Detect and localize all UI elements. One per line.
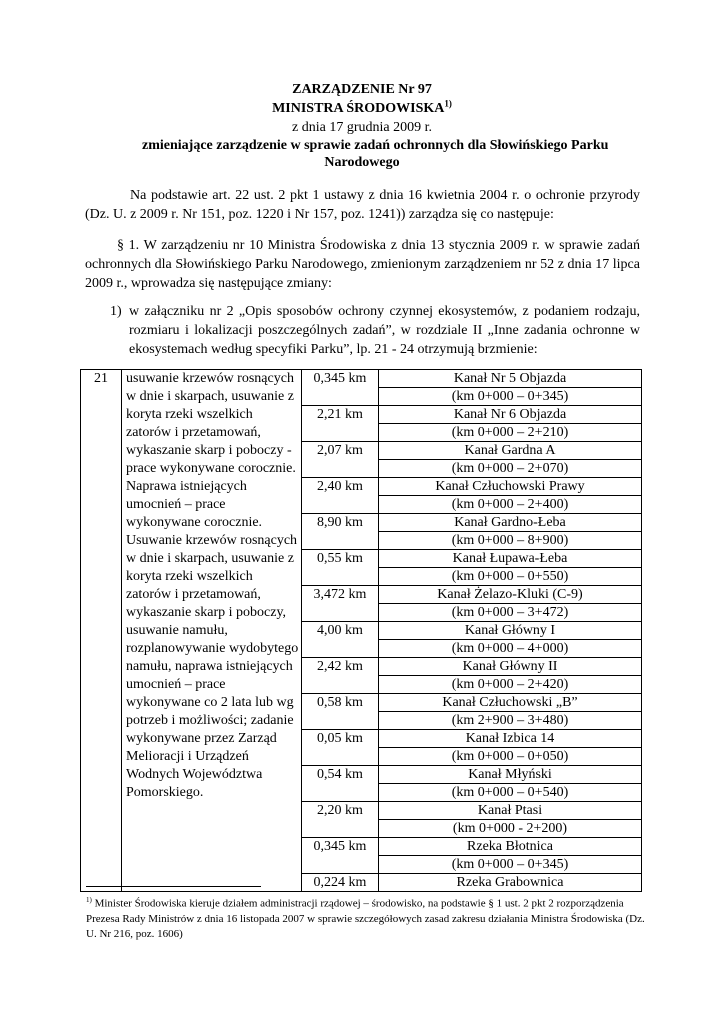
document-subject-line1: zmieniające zarządzenie w sprawie zadań ochronnych dla Słowińskiego Parku: [142, 138, 609, 153]
channel-range-cell: (km 0+000 - 2+200): [379, 820, 642, 838]
length-cell: 0,54 km: [302, 766, 379, 802]
length-cell: 0,345 km: [302, 838, 379, 874]
channel-name-cell: Kanał Główny I: [379, 622, 642, 640]
tasks-table-body: [81, 370, 642, 892]
length-cell: 2,40 km: [302, 478, 379, 514]
channel-range-cell: (km 0+000 – 0+550): [379, 568, 642, 586]
channel-name-cell: Kanał Młyński: [379, 766, 642, 784]
document-title: ZARZĄDZENIE Nr 97: [292, 82, 432, 97]
channel-name-cell: Kanał Ptasi: [379, 802, 642, 820]
list-item-number: 1): [110, 304, 122, 319]
tasks-table: [80, 369, 642, 892]
row-number-cell: 21: [81, 370, 122, 892]
channel-name-cell: Kanał Nr 6 Objazda: [379, 406, 642, 424]
channel-name-cell: Kanał Izbica 14: [379, 730, 642, 748]
document-date: z dnia 17 grudnia 2009 r.: [292, 120, 432, 135]
channel-range-cell: (km 0+000 – 0+050): [379, 748, 642, 766]
channel-range-cell: (km 0+000 – 0+345): [379, 388, 642, 406]
length-cell: 0,55 km: [302, 550, 379, 586]
channel-range-cell: (km 0+000 – 4+000): [379, 640, 642, 658]
channel-range-cell: (km 0+000 – 3+472): [379, 604, 642, 622]
footnote-ref: 1): [444, 98, 452, 109]
length-cell: 2,07 km: [302, 442, 379, 478]
channel-name-cell: Rzeka Grabownica: [379, 874, 642, 892]
length-cell: 0,58 km: [302, 694, 379, 730]
document-subject-line2: Narodowego: [324, 155, 400, 170]
channel-range-cell: (km 0+000 – 8+900): [379, 532, 642, 550]
footnote: [86, 893, 646, 942]
issuer-title: [0, 98, 724, 117]
channel-range-cell: (km 0+000 – 0+540): [379, 784, 642, 802]
length-cell: 3,472 km: [302, 586, 379, 622]
channel-range-cell: (km 0+000 – 0+345): [379, 856, 642, 874]
channel-name-cell: Kanał Łupawa-Łeba: [379, 550, 642, 568]
channel-name-cell: Kanał Główny II: [379, 658, 642, 676]
section-1-paragraph: § 1. W zarządzeniu nr 10 Ministra Środowiska z dnia 13 stycznia 2009 r. w sprawie zadań ochronnych dla Słowińskiego Parku Narodowego, zmienionym zarządzeniem nr 52 z dnia 17 lipca 2009 r., wprowadza się następujące zmiany:: [85, 238, 640, 291]
channel-range-cell: (km 2+900 – 3+480): [379, 712, 642, 730]
channel-name-cell: Kanał Gardna A: [379, 442, 642, 460]
channel-range-cell: (km 0+000 – 2+070): [379, 460, 642, 478]
channel-name-cell: Kanał Gardno-Łeba: [379, 514, 642, 532]
task-description-cell: usuwanie krzewów rosnących w dnie i skarpach, usuwanie z koryta rzeki wszelkich zatorów i przetamowań, wykaszanie skarp i poboczy - prace wykonywane corocznie. Naprawa istniejących umocnień – prace wykonywane corocznie. Usuwanie krzewów rosnących w dnie i skarpach, usuwanie z koryta rzeki wszelkich zatorów i przetamowań, wykaszanie skarp i poboczy, usuwanie namułu, rozplanowywanie wydobytego namułu, naprawa istniejących umocnień – prace wykonywane co 2 lata lub wg potrzeb i możliwości; zadanie wykonywane przez Zarząd Melioracji i Urządzeń Wodnych Województwa Pomorskiego.: [122, 370, 302, 892]
length-cell: 2,42 km: [302, 658, 379, 694]
channel-name-cell: Rzeka Błotnica: [379, 838, 642, 856]
length-cell: 2,20 km: [302, 802, 379, 838]
channel-name-cell: Kanał Człuchowski „B”: [379, 694, 642, 712]
channel-name-cell: Kanał Człuchowski Prawy: [379, 478, 642, 496]
issuer-name: MINISTRA ŚRODOWISKA: [272, 101, 445, 116]
channel-name-cell: Kanał Nr 5 Objazda: [379, 370, 642, 388]
footnote-divider: [86, 886, 261, 887]
channel-range-cell: (km 0+000 – 2+210): [379, 424, 642, 442]
length-cell: 0,345 km: [302, 370, 379, 406]
channel-name-cell: Kanał Żelazo-Kluki (C-9): [379, 586, 642, 604]
length-cell: 0,05 km: [302, 730, 379, 766]
length-cell: 4,00 km: [302, 622, 379, 658]
footnote-text: Minister Środowiska kieruje działem administracji rządowej – środowisko, na podstawie § 1 ust. 2 pkt 2 rozporządzenia Prezesa Rady Ministrów z dnia 16 listopada 2007 w sprawie szczegółowych zasad zakresu działania Ministra Środowiska (Dz. U. Nr 216, poz. 1606): [86, 897, 645, 940]
list-item-text: w załączniku nr 2 „Opis sposobów ochrony czynnej ekosystemów, z podaniem rodzaju, rozmiaru i lokalizacji poszczególnych zadań”, w rozdziale II „Inne zadania ochronne w ekosystemach według specyfiki Parku”, lp. 21 - 24 otrzymują brzmienie:: [129, 304, 640, 357]
length-cell: 2,21 km: [302, 406, 379, 442]
length-cell: 8,90 km: [302, 514, 379, 550]
length-cell: 0,224 km: [302, 874, 379, 892]
table-row: [81, 370, 642, 388]
channel-range-cell: (km 0+000 – 2+400): [379, 496, 642, 514]
footnote-number: 1): [86, 896, 92, 904]
channel-range-cell: (km 0+000 – 2+420): [379, 676, 642, 694]
legal-basis-paragraph: Na podstawie art. 22 ust. 2 pkt 1 ustawy z dnia 16 kwietnia 2004 r. o ochronie przyrody (Dz. U. z 2009 r. Nr 151, poz. 1220 i Nr 157, poz. 1241)) zarządza się co następuje:: [85, 188, 640, 222]
